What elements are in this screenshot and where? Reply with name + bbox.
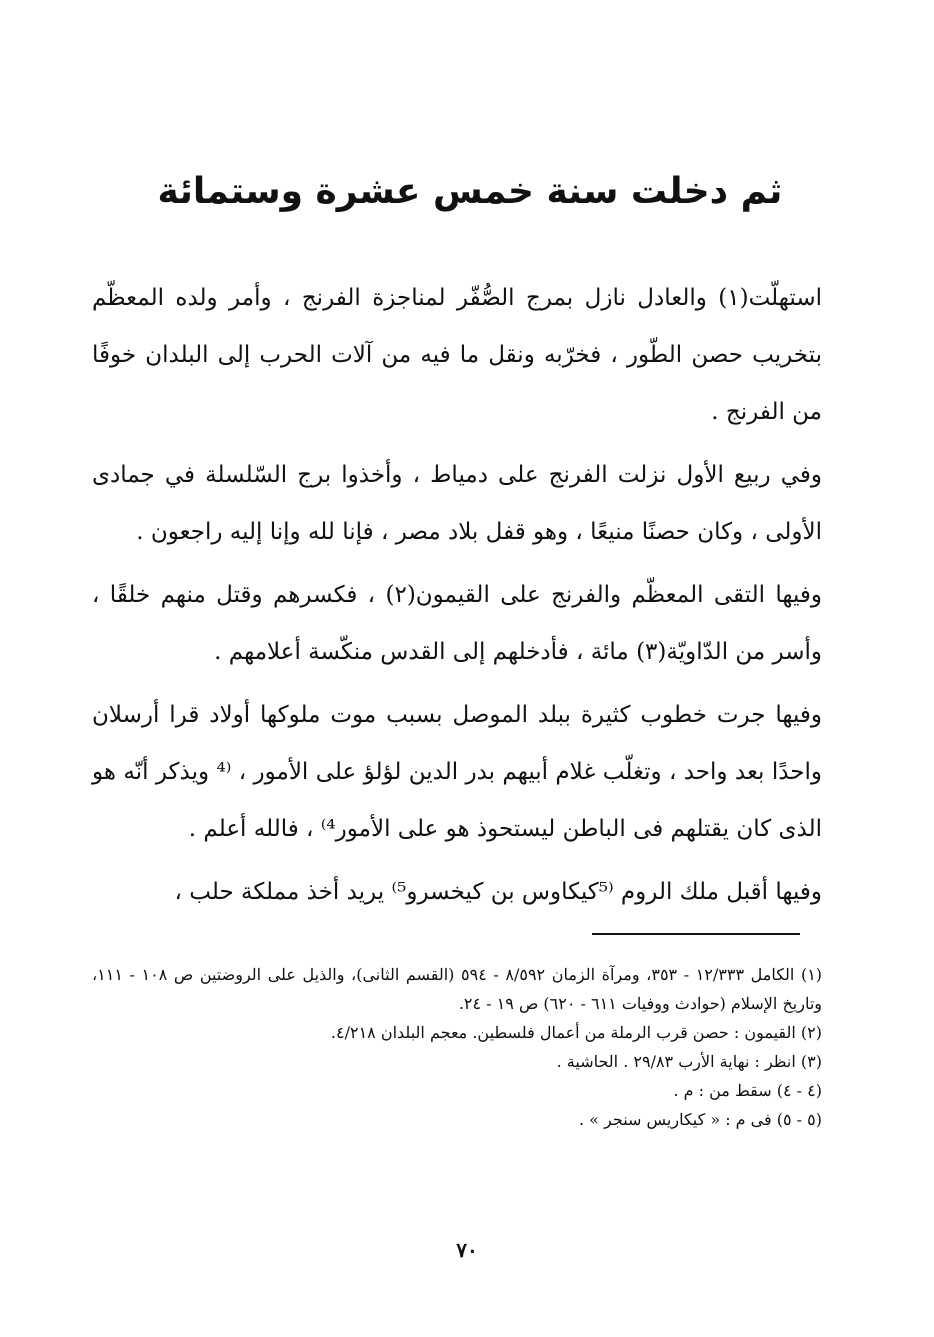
chapter-title: ثم دخلت سنة خمس عشرة وستمائة (157, 171, 783, 213)
page-number: ٧٠ (456, 1238, 478, 1262)
main-text (92, 270, 822, 927)
footnote: (٥ - ٥) فى م : « كيكاريس سنجر » . (578, 1110, 822, 1129)
footnote: (١) الكامل ١٢/٣٣٣ - ٣٥٣، ومرآة الزمان ٨/٥٩٢ - ٥٩٤ (القسم الثانى)، والذيل على الروضتين ص ١٠٨ - ١١١، وتاريخ الإسلام (حوادث ووفيات ٦١١ - ٦٢٠) ص ١٩ - ٢٤. (92, 965, 823, 1013)
footnotes (92, 960, 822, 1134)
paragraph: وفي ربيع الأول نزلت الفرنج على دمياط ، وأخذوا برج السّلسلة في جمادى الأولى ، وكان حصنًا منيعًا ، وهو قفل بلاد مصر ، فإنا لله وإنا إليه راجعون . (92, 462, 822, 545)
footnote: (٢) القيمون : حصن قرب الرملة من أعمال فلسطين. معجم البلدان ٤/٢١٨. (330, 1023, 822, 1042)
footnote: (٤ - ٤) سقط من : م . (673, 1081, 822, 1100)
footnote: (٣) انظر : نهاية الأرب ٢٩/٨٣ . الحاشية . (556, 1052, 822, 1071)
paragraph: استهلّت(١) والعادل نازل بمرج الصُّفّر لمناجزة الفرنج ، وأمر ولده المعظّم بتخريب حصن الطّور ، فخرّبه ونقل ما فيه من آلات الحرب إلى البلدان خوفًا من الفرنج . (92, 285, 822, 425)
paragraph: وفيها جرت خطوب كثيرة ببلد الموصل بسبب موت ملوكها أولاد قرا أرسلان واحدًا بعد واحد ، وتغلّب غلام أبيهم بدر الدين لؤلؤ على الأمور ، ⁽⁴ ويذكر أنّه هو الذى كان يقتلهم فى الباطن ليستحوذ هو على الأمور⁴⁾ ، فالله أعلم . (92, 702, 823, 842)
paragraph: وفيها التقى المعظّم والفرنج على القيمون(٢) ، فكسرهم وقتل منهم خلقًا ، وأسر من الدّاويّة(٣) مائة ، فأدخلهم إلى القدس منكّسة أعلامهم . (92, 582, 822, 665)
footnote-divider (592, 933, 800, 935)
paragraph: وفيها أقبل ملك الروم ⁽⁵كيكاوس بن كيخسرو⁵⁾ يريد أخذ مملكة حلب ، (174, 879, 822, 905)
